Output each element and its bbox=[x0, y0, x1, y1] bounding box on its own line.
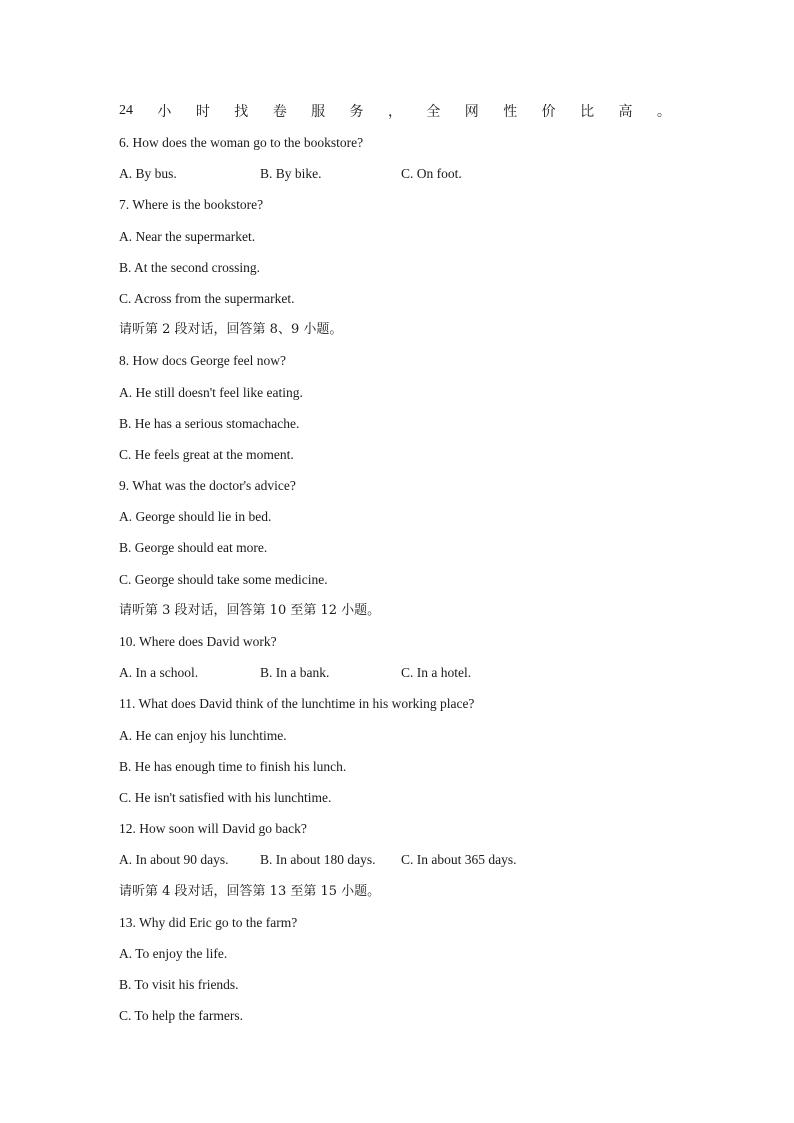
question-text: 12. How soon will David go back? bbox=[119, 821, 307, 837]
answer-option: C. He isn't satisfied with his lunchtime. bbox=[119, 789, 332, 805]
answer-option: B. At the second crossing. bbox=[119, 259, 260, 275]
header-char: 时 bbox=[195, 105, 210, 120]
answer-option: A. By bus. bbox=[119, 166, 177, 182]
answer-option: C. In about 365 days. bbox=[401, 852, 517, 868]
question-text: 10. Where does David work? bbox=[119, 634, 277, 649]
answer-options-row bbox=[119, 164, 719, 195]
answer-option: C. In a hotel. bbox=[401, 665, 472, 681]
question-text: 8. How docs George feel now? bbox=[119, 353, 286, 369]
question-text: 7. Where is the bookstore? bbox=[119, 197, 264, 213]
answer-option: A. George should lie in bed. bbox=[119, 509, 272, 525]
section-instruction: 请听第 4 段对话，回答第 13 至第 15 小题。 bbox=[119, 883, 381, 899]
answer-option: A. In about 90 days. bbox=[119, 852, 229, 868]
header-char: 高 bbox=[618, 105, 633, 120]
question-text: 11. What does David think of the lunchtime in his working place? bbox=[119, 696, 475, 712]
header-char: 服 bbox=[311, 105, 326, 120]
answer-option: B. In a bank. bbox=[260, 665, 330, 681]
question-text: 9. What was the doctor's advice? bbox=[119, 478, 296, 494]
answer-option: B. To visit his friends. bbox=[119, 977, 239, 993]
answer-option: B. In about 180 days. bbox=[260, 852, 376, 868]
answer-options-row bbox=[119, 850, 719, 881]
question-list bbox=[119, 133, 719, 1037]
header-char: 卷 bbox=[272, 105, 287, 120]
answer-option: C. On foot. bbox=[401, 166, 462, 182]
header-char: 性 bbox=[503, 105, 518, 120]
section-instruction: 请听第 3 段对话，回答第 10 至第 12 小题。 bbox=[119, 602, 381, 618]
answer-option: B. By bike. bbox=[260, 166, 322, 182]
header-char: 24 bbox=[119, 103, 133, 118]
answer-option: B. He has a serious stomachache. bbox=[119, 415, 300, 431]
answer-option: A. To enjoy the life. bbox=[119, 945, 228, 961]
header-char: ， bbox=[387, 105, 402, 120]
answer-option: A. He can enjoy his lunchtime. bbox=[119, 727, 287, 743]
answer-option: C. To help the farmers. bbox=[119, 1008, 244, 1024]
answer-option: C. George should take some medicine. bbox=[119, 571, 328, 587]
header-banner bbox=[119, 101, 671, 121]
answer-option: B. George should eat more. bbox=[119, 540, 268, 556]
section-instruction: 请听第 2 段对话，回答第 8、9 小题。 bbox=[119, 322, 343, 338]
header-char: 全 bbox=[426, 105, 441, 120]
answer-option: A. In a school. bbox=[119, 665, 199, 681]
answer-option: B. He has enough time to finish his lunch. bbox=[119, 758, 347, 774]
header-char: 比 bbox=[580, 105, 595, 120]
answer-option: C. He feels great at the moment. bbox=[119, 446, 294, 462]
header-char: 找 bbox=[234, 105, 249, 120]
answer-options-row bbox=[119, 663, 719, 694]
header-char: 小 bbox=[157, 105, 172, 120]
question-text: 6. How does the woman go to the bookstore? bbox=[119, 135, 364, 150]
answer-option: A. Near the supermarket. bbox=[119, 228, 256, 244]
header-char: 网 bbox=[464, 105, 479, 120]
header-char: 。 bbox=[656, 105, 671, 120]
question-text: 13. Why did Eric go to the farm? bbox=[119, 914, 298, 930]
header-char: 务 bbox=[349, 105, 364, 120]
answer-option: C. Across from the supermarket. bbox=[119, 290, 295, 306]
answer-option: A. He still doesn't feel like eating. bbox=[119, 384, 303, 400]
header-char: 价 bbox=[541, 105, 556, 120]
